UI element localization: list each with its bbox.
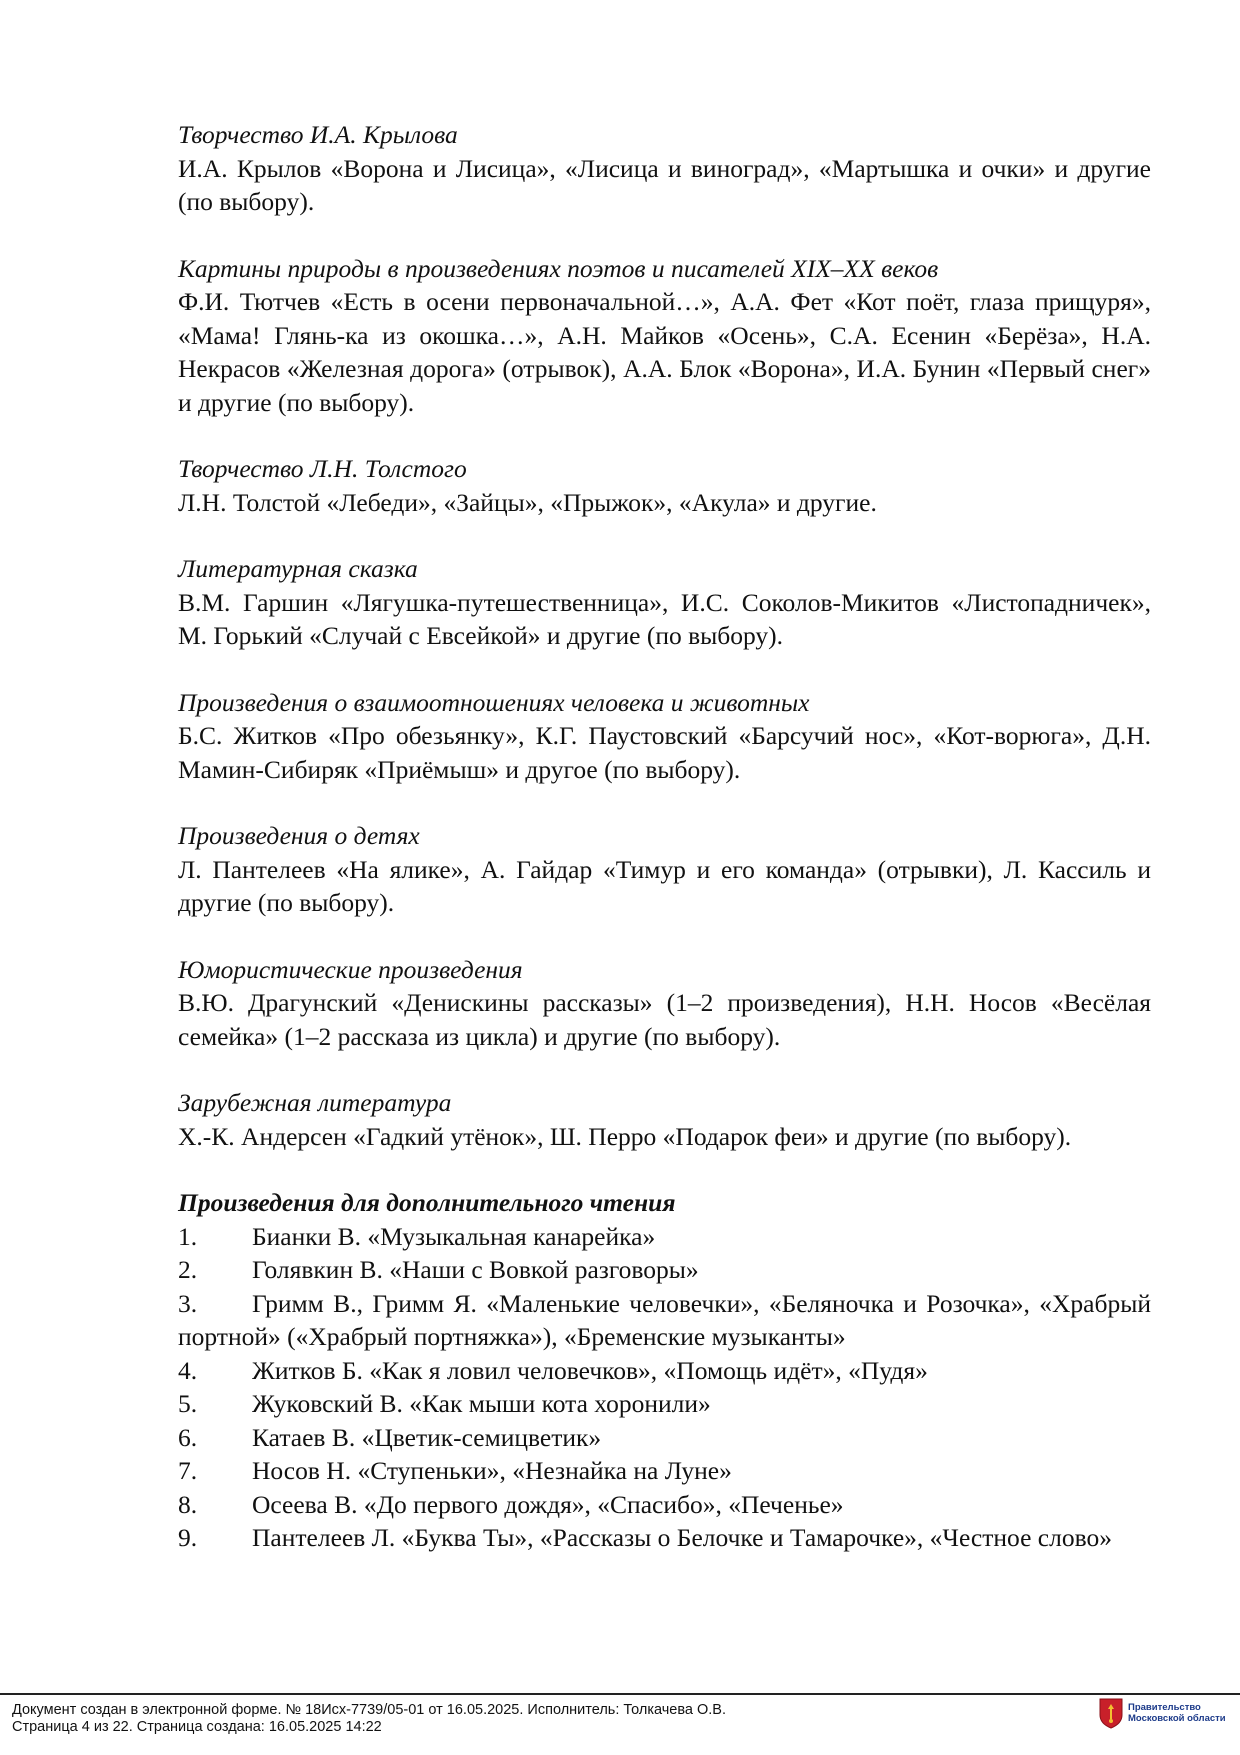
list-text: Житков Б. «Как я ловил человечков», «Помощь идёт», «Пудя» xyxy=(252,1355,928,1385)
coat-of-arms-icon xyxy=(1098,1697,1124,1729)
section-body: И.А. Крылов «Ворона и Лисица», «Лисица и виноград», «Мартышка и очки» и другие (по выбору). xyxy=(178,153,1151,216)
list-text: Жуковский В. «Как мыши кота хоронили» xyxy=(252,1389,711,1418)
section-children xyxy=(178,819,1151,920)
section-body: Л. Пантелеев «На ялике», А. Гайдар «Тимур и его команда» (отрывки), Л. Кассиль и другие (по выбору). xyxy=(178,854,1151,917)
list-item xyxy=(178,1287,1151,1354)
section-animals xyxy=(178,686,1151,787)
list-item xyxy=(178,1354,1151,1388)
section-tolstoy xyxy=(178,452,1151,519)
list-number: 6. xyxy=(178,1422,198,1452)
list-text: Осеева В. «До первого дождя», «Спасибо», «Печенье» xyxy=(252,1489,844,1519)
list-item xyxy=(178,1253,1151,1287)
section-literary-tale xyxy=(178,552,1151,653)
list-item xyxy=(178,1387,1151,1421)
list-text: Голявкин В. «Наши с Вовкой разговоры» xyxy=(252,1255,699,1284)
list-number: 9. xyxy=(178,1523,198,1552)
list-text: Катаев В. «Цветик-семицветик» xyxy=(252,1422,602,1452)
section-heading: Юмористические произведения xyxy=(178,954,523,984)
gov-label-line1: Правительство xyxy=(1128,1702,1201,1713)
government-logo-text xyxy=(1128,1702,1226,1724)
section-heading: Зарубежная литература xyxy=(178,1088,452,1117)
section-body: Ф.И. Тютчев «Есть в осени первоначальной…», А.А. Фет «Кот поёт, глаза прищуря», «Мама! Глянь-ка из окошка…», А.Н. Майков «Осень», С.А. Есенин «Берёза», Н.А. Некрасов «Железная дорога» (отрывок), А.А. Блок «Ворона», И.А. Бунин «Первый снег» и другие (по выбору). xyxy=(178,287,1151,417)
list-text: Бианки В. «Музыкальная канарейка» xyxy=(252,1221,656,1251)
list-text: Пантелеев Л. «Буква Ты», «Рассказы о Белочке и Тамарочке», «Честное слово» xyxy=(252,1523,1112,1552)
section-heading: Произведения о детях xyxy=(178,821,420,850)
list-number: 8. xyxy=(178,1489,198,1519)
list-number: 5. xyxy=(178,1389,198,1418)
list-number: 1. xyxy=(178,1221,198,1251)
list-number: 3. xyxy=(178,1288,198,1318)
section-body: В.М. Гаршин «Лягушка-путешественница», И.С. Соколов-Микитов «Листопадничек», М. Горький «Случай с Евсейкой» и другие (по выбору). xyxy=(178,587,1151,650)
list-item xyxy=(178,1421,1151,1455)
section-nature xyxy=(178,252,1151,420)
list-number: 7. xyxy=(178,1456,198,1485)
section-heading: Произведения о взаимоотношениях человека и животных xyxy=(178,687,810,717)
gov-label-line2: Московской области xyxy=(1128,1713,1226,1724)
list-item xyxy=(178,1521,1151,1555)
section-foreign xyxy=(178,1086,1151,1153)
section-heading: Творчество И.А. Крылова xyxy=(178,120,458,149)
extra-reading-section xyxy=(178,1186,1151,1555)
list-text: Гримм В., Гримм Я. «Маленькие человечки», «Беляночка и Розочка», «Храбрый портной» («Храбрый портняжка»), «Бременские музыканты» xyxy=(178,1288,1151,1351)
list-number: 2. xyxy=(178,1255,198,1284)
document-content xyxy=(178,118,1151,1555)
list-item xyxy=(178,1454,1151,1488)
extra-reading-list xyxy=(178,1220,1151,1555)
footer-page-line: Страница 4 из 22. Страница создана: 16.05.2025 14:22 xyxy=(12,1718,382,1735)
list-item xyxy=(178,1488,1151,1522)
extra-reading-heading: Произведения для дополнительного чтения xyxy=(178,1188,676,1217)
section-heading: Картины природы в произведениях поэтов и писателей XIX–XX веков xyxy=(178,253,939,283)
section-body: Л.Н. Толстой «Лебеди», «Зайцы», «Прыжок», «Акула» и другие. xyxy=(178,487,877,517)
section-body: Х.-К. Андерсен «Гадкий утёнок», Ш. Перро «Подарок феи» и другие (по выбору). xyxy=(178,1121,1072,1151)
section-heading: Литературная сказка xyxy=(178,554,418,583)
list-text: Носов Н. «Ступеньки», «Незнайка на Луне» xyxy=(252,1456,732,1485)
section-body: Б.С. Житков «Про обезьянку», К.Г. Паустовский «Барсучий нос», «Кот-ворюга», Д.Н. Мамин-Сибиряк «Приёмыш» и другое (по выбору). xyxy=(178,721,1151,784)
government-logo xyxy=(1098,1697,1226,1729)
footer-info xyxy=(12,1702,726,1735)
section-heading: Творчество Л.Н. Толстого xyxy=(178,454,467,483)
section-humor xyxy=(178,953,1151,1054)
list-number: 4. xyxy=(178,1355,198,1385)
section-body: В.Ю. Драгунский «Денискины рассказы» (1–2 произведения), Н.Н. Носов «Весёлая семейка» (1–2 рассказа из цикла) и другие (по выбору). xyxy=(178,988,1151,1051)
footer-divider xyxy=(0,1693,1240,1695)
footer-document-line: Документ создан в электронной форме. № 18Исх-7739/05-01 от 16.05.2025. Исполнитель: Толкачева О.В. xyxy=(12,1702,726,1718)
list-item xyxy=(178,1220,1151,1254)
section-krylov xyxy=(178,118,1151,219)
